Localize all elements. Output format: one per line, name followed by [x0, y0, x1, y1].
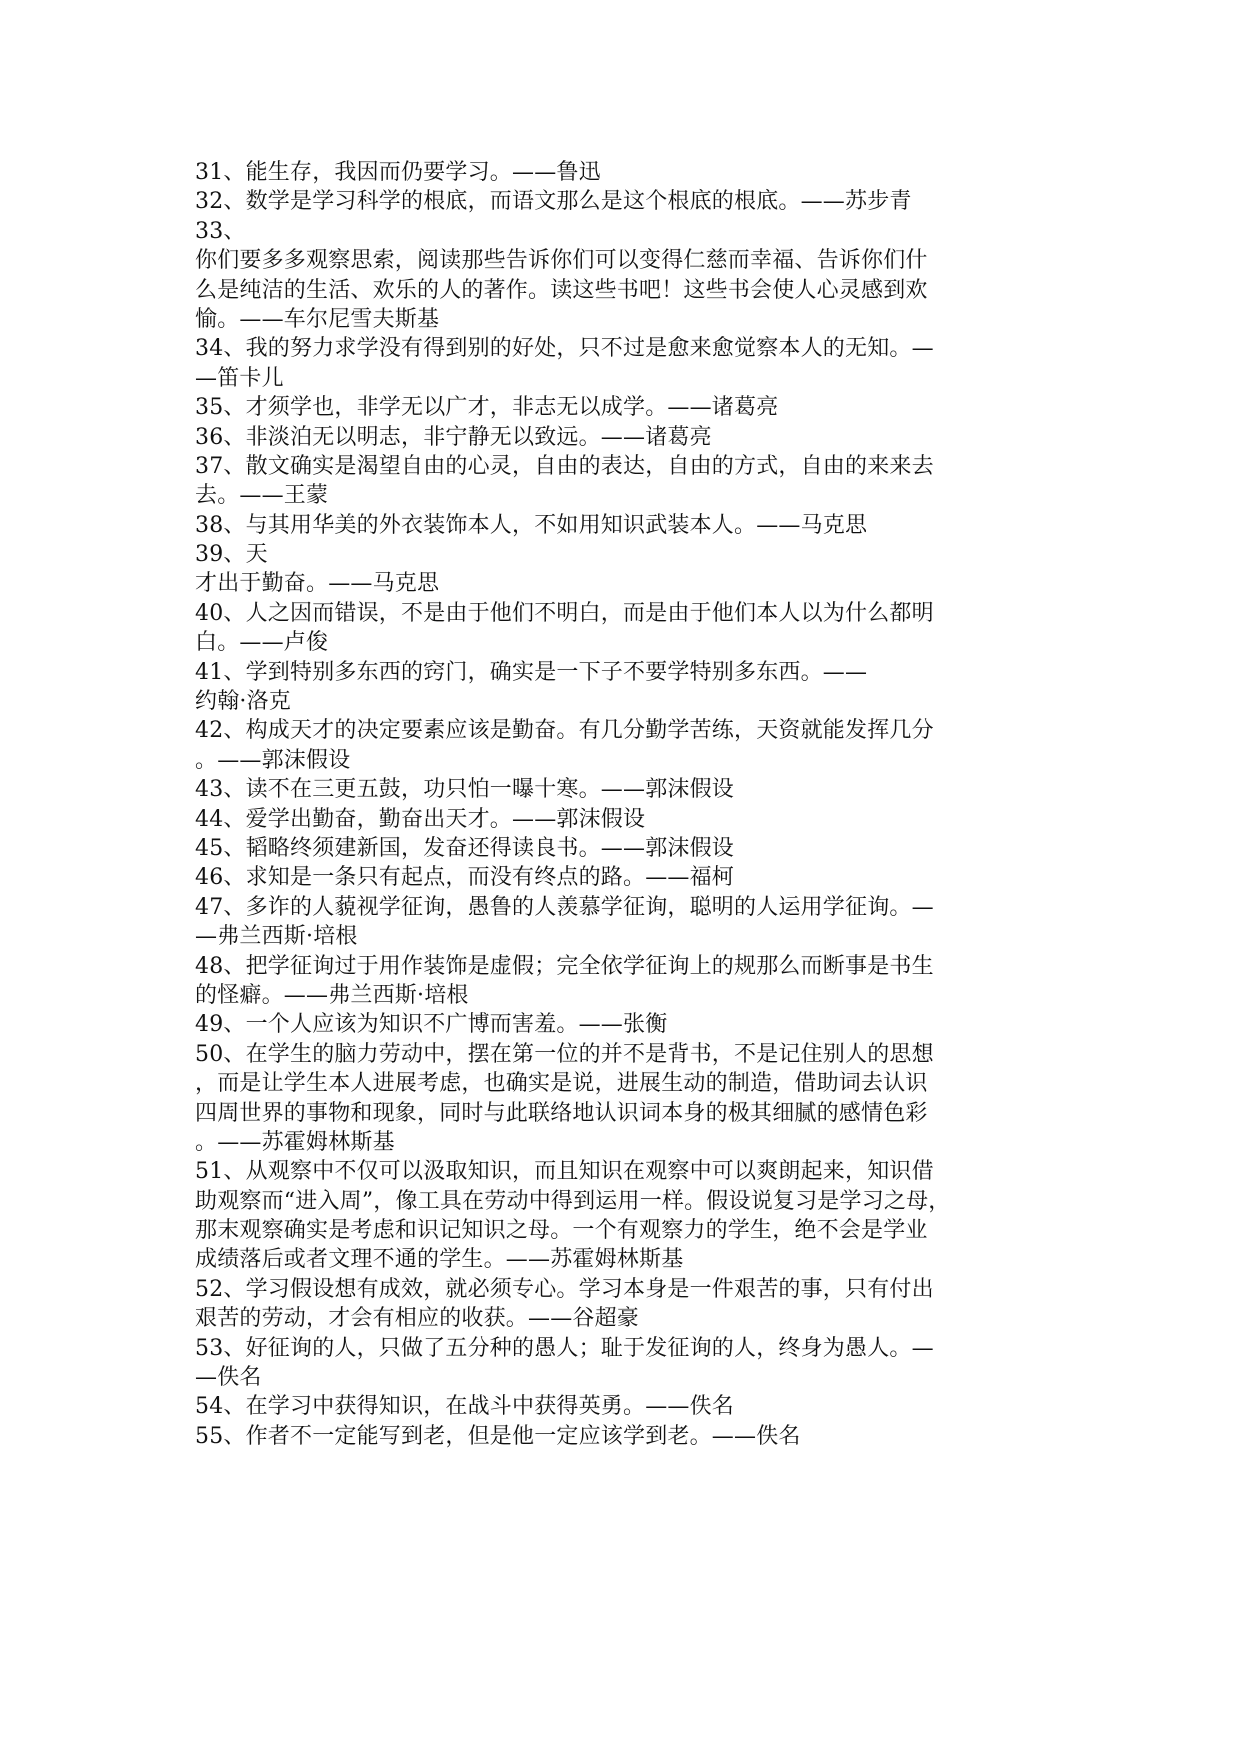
text-line: 55、作者不一定能写到老，但是他一定应该学到老。——佚名 [195, 1423, 801, 1449]
text-line: 39、天 [195, 542, 268, 568]
text-line: 那末观察确实是考虑和识记知识之母。一个有观察力的学生，绝不会是学业 [195, 1218, 928, 1244]
text-line: 45、韬略终须建新国，发奋还得读良书。——郭沫假设 [195, 835, 734, 861]
text-line: 你们要多多观察思索，阅读那些告诉你们可以变得仁慈而幸福、告诉你们什 [195, 248, 928, 274]
text-line: 43、读不在三更五鼓，功只怕一曝十寒。——郭沫假设 [195, 777, 734, 803]
text-line: 去。——王蒙 [195, 483, 329, 509]
text-line: 49、一个人应该为知识不广博而害羞。——张衡 [195, 1012, 668, 1038]
text-line: 四周世界的事物和现象，同时与此联络地认识词本身的极其细腻的感情色彩 [195, 1100, 928, 1126]
text-line: 艰苦的劳动，才会有相应的收获。——谷超豪 [195, 1306, 640, 1332]
text-line: ，而是让学生本人进展考虑，也确实是说，进展生动的制造，借助词去认识 [195, 1071, 928, 1097]
text-line: 53、好征询的人，只做了五分种的愚人；耻于发征询的人，终身为愚人。— [195, 1335, 934, 1361]
text-line: 42、构成天才的决定要素应该是勤奋。有几分勤学苦练，天资就能发挥几分 [195, 718, 934, 744]
text-line: 愉。——车尔尼雪夫斯基 [195, 306, 440, 332]
text-line: 么是纯洁的生活、欢乐的人的著作。读这些书吧！这些书会使人心灵感到欢 [195, 277, 928, 303]
text-line: 50、在学生的脑力劳动中，摆在第一位的并不是背书，不是记住别人的思想 [195, 1041, 934, 1067]
text-line: 40、人之因而错误，不是由于他们不明白，而是由于他们本人以为什么都明 [195, 600, 934, 626]
text-line: 助观察而“进入周”，像工具在劳动中得到运用一样。假设说复习是学习之母， [195, 1188, 951, 1214]
text-line: 48、把学征询过于用作装饰是虚假；完全依学征询上的规那么而断事是书生 [195, 953, 934, 979]
text-line: 52、学习假设想有成效，就必须专心。学习本身是一件艰苦的事，只有付出 [195, 1276, 934, 1302]
text-line: 38、与其用华美的外衣装饰本人，不如用知识武装本人。——马克思 [195, 512, 868, 538]
text-line: 。——郭沫假设 [195, 747, 351, 773]
text-line: 51、从观察中不仅可以汲取知识，而且知识在观察中可以爽朗起来，知识借 [195, 1159, 934, 1185]
text-line: 41、学到特别多东西的窍门，确实是一下子不要学特别多东西。—— [195, 659, 868, 685]
text-line: 成绩落后或者文理不通的学生。——苏霍姆林斯基 [195, 1247, 684, 1273]
text-line: —笛卡儿 [195, 365, 284, 391]
text-line: 37、散文确实是渴望自由的心灵，自由的表达，自由的方式，自由的来来去 [195, 453, 934, 479]
text-line: 44、爱学出勤奋，勤奋出天才。——郭沫假设 [195, 806, 646, 832]
text-line: 54、在学习中获得知识，在战斗中获得英勇。——佚名 [195, 1394, 734, 1420]
text-line: 32、数学是学习科学的根底，而语文那么是这个根底的根底。——苏步青 [195, 189, 912, 215]
text-line: —弗兰西斯·培根 [195, 924, 358, 950]
text-line: 35、才须学也，非学无以广才，非志无以成学。——诸葛亮 [195, 395, 779, 421]
quotes-text-block [195, 158, 1055, 1451]
text-line: 的怪癖。——弗兰西斯·培根 [195, 982, 469, 1008]
text-line: 34、我的努力求学没有得到别的好处，只不过是愈来愈觉察本人的无知。— [195, 336, 934, 362]
text-line: 33、 [195, 218, 246, 244]
text-line: 31、能生存，我因而仍要学习。——鲁迅 [195, 160, 601, 185]
text-line: 才出于勤奋。——马克思 [195, 571, 440, 597]
text-line: 约翰·洛克 [195, 689, 291, 715]
text-line: 36、非淡泊无以明志，非宁静无以致远。——诸葛亮 [195, 424, 712, 450]
text-line: 。——苏霍姆林斯基 [195, 1129, 395, 1155]
text-line: 46、求知是一条只有起点，而没有终点的路。——福柯 [195, 865, 734, 891]
text-line: 白。——卢俊 [195, 630, 329, 656]
text-line: —佚名 [195, 1365, 262, 1391]
text-line: 47、多诈的人藐视学征询，愚鲁的人羡慕学征询，聪明的人运用学征询。— [195, 894, 934, 920]
